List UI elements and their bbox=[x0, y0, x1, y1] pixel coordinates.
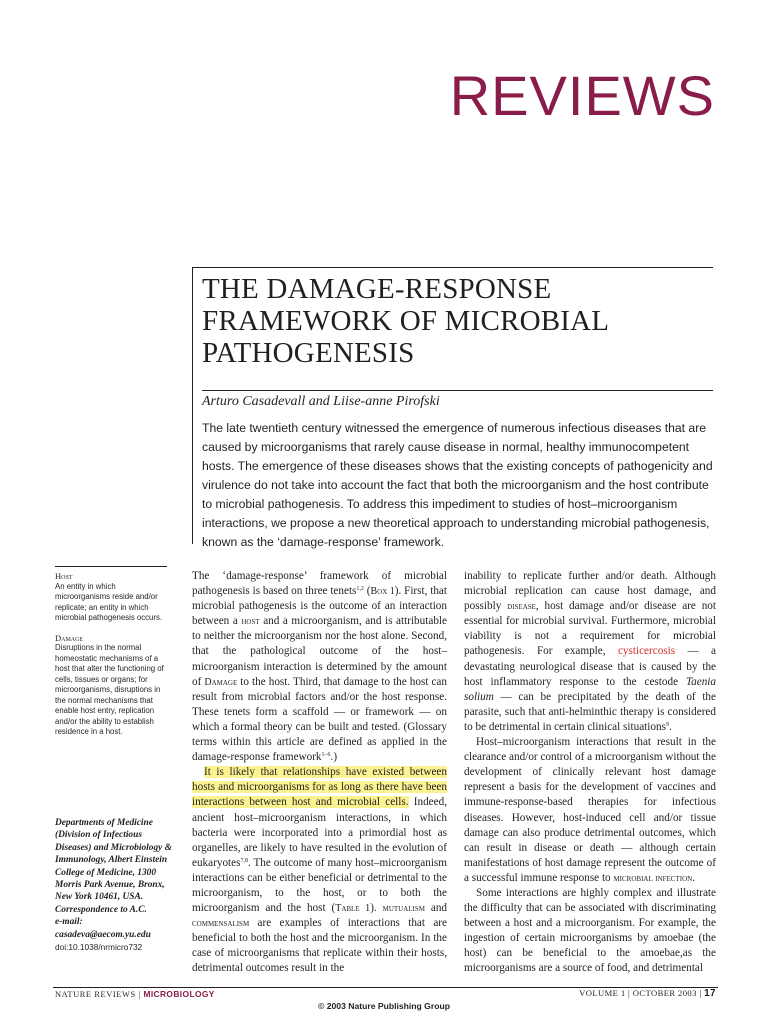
text-run: inability to replicate further and/or death. Although microbial replication can cause host damage, and possibly bbox=[464, 570, 716, 613]
glossary-definition: An entity in which microorganisms reside and/or replicate; an entity in which microbial pathogenesis occurs. bbox=[55, 581, 163, 622]
copyright: © 2003 Nature Publishing Group bbox=[318, 1001, 450, 1011]
glossary-link-host[interactable]: host bbox=[241, 616, 260, 628]
article-abstract: The late twentieth century witnessed the emergence of numerous infectious diseases that are caused by microorganisms that rarely cause disease in normal, healthy immunocompetent hosts. The emergence of these diseases shows that the existing concepts of pathogenicity and virulence do not take into account the fact that both the microorganism and the host contribute to microbial pathogenesis. To address this impediment to studies of host–microorganism interactions, we propose a new theoretical approach to understanding microbial pathogenesis, known as the ‘damage-response’ framework. bbox=[202, 421, 713, 549]
citation[interactable]: 1–6 bbox=[321, 752, 331, 759]
body-column-2 bbox=[464, 569, 716, 977]
footer-separator: | bbox=[138, 990, 141, 999]
text-run: The ‘damage-response’ framework of microbial pathogenesis is based on three tenets bbox=[192, 570, 447, 598]
paragraph: Some interactions are highly complex and illustrate the difficulty that can be associated with discriminating between a host and a microorganism. For example, the ingestion of certain microorganisms by amoebae (the host) can be beneficial to the amoebae,as the microorganisms are a source of food, and detrimental bbox=[464, 886, 716, 975]
journal-footer bbox=[55, 989, 215, 999]
text-run: . The outcome of many host–microorganism interactions can be either beneficial or detrimental to the microorganism, to the host, or to both the microorganism and the host ( bbox=[192, 856, 447, 915]
text-run: . bbox=[668, 720, 672, 733]
glossary-link-microbial-infection[interactable]: microbial infection bbox=[613, 872, 693, 884]
glossary-definition: Disruptions in the normal homeostatic mechanisms of a host that alter the functioning of cells, tissues or organs; for microorganisms, disruptions in the normal mechanisms that enable host entry, replication and/or the ability to establish residence in a host. bbox=[55, 643, 164, 736]
title-side-rule bbox=[192, 267, 193, 544]
paragraph bbox=[464, 569, 716, 735]
text-run: — can be precipitated by the death of the parasite, such that anti-helminthic therapy is considered to be detrimental in certain clinical situations bbox=[464, 690, 716, 733]
journal-name: NATURE REVIEWS bbox=[55, 990, 136, 999]
paragraph bbox=[192, 765, 447, 976]
text-run: . bbox=[692, 871, 695, 884]
text-run: — a devastating neurological disease that is caused by the host inflammatory response to the cestode bbox=[464, 645, 716, 688]
paragraph bbox=[464, 735, 716, 886]
issue-footer bbox=[579, 988, 716, 999]
citation[interactable]: 9 bbox=[665, 721, 669, 728]
author-rule bbox=[202, 390, 713, 391]
doi: doi:10.1038/nrmicro732 bbox=[55, 942, 143, 953]
text-run: Host–microorganism interactions that result in the clearance and/or control of a microorganism without the development of clinically relevant host damage represent a basis for the development of vaccines and immune-response-based therapies for infectious diseases. However, host-induced cell and/or tissue damage can also produce detrimental outcomes, which can result in disease or death — although certain manifestations of host damage represent the outcome of a successful immune response to bbox=[464, 736, 716, 884]
box-reference[interactable]: Box 1 bbox=[370, 586, 395, 598]
glossary-link-commensalism[interactable]: commensalism bbox=[192, 918, 250, 930]
glossary-term: Damage bbox=[55, 632, 84, 643]
citation[interactable]: 1,2 bbox=[356, 586, 364, 593]
glossary-sidebar bbox=[55, 566, 167, 747]
text-run: are examples of interactions that are beneficial to both the host and the microorganism. In the case of microorganisms that replicate within their hosts, detrimental outcomes result in the bbox=[192, 917, 447, 975]
section-label: REVIEWS bbox=[449, 64, 715, 127]
text-run: Indeed, ancient host–microorganism interactions, in which bacteria were incorporated into a primordial host as organelles, are likely to have resulted in the evolution of eukaryotes bbox=[192, 796, 447, 869]
page-number: 17 bbox=[704, 988, 716, 999]
author-affiliation bbox=[55, 817, 180, 954]
text-run: ). bbox=[370, 902, 383, 915]
text-run: .) bbox=[330, 751, 338, 764]
glossary-link-mutualism[interactable]: mutualism bbox=[382, 903, 425, 915]
citation[interactable]: 7,8 bbox=[240, 857, 248, 864]
article-title: THE DAMAGE-RESPONSE FRAMEWORK OF MICROBIAL PATHOGENESIS bbox=[202, 273, 609, 369]
paragraph bbox=[192, 569, 447, 765]
title-top-rule bbox=[192, 267, 713, 268]
glossary-link-disease[interactable]: disease bbox=[507, 601, 536, 613]
text-run: ). First, that microbial pathogenesis is the outcome of an interaction between a bbox=[192, 585, 447, 628]
body-column-1 bbox=[192, 569, 447, 977]
text-run: ( bbox=[363, 585, 371, 598]
glossary-term: Host bbox=[55, 571, 73, 581]
glossary-rule bbox=[55, 566, 167, 567]
text-run: to the host. Third, that damage to the host can result from microbial factors and/or the host response. These tenets form a scaffold — or framework — on which a formal theory can be built and tested. (Glossary terms within this article are defined as applied in the damage-response framework bbox=[192, 675, 447, 764]
glossary-link-damage[interactable]: Damage bbox=[204, 676, 238, 688]
table-reference[interactable]: Table 1 bbox=[335, 903, 371, 915]
affiliation-text: Departments of Medicine (Division of Infectious Diseases) and Microbiology & Immunology, Albert Einstein College of Medicine, 1300 Morris Park Avenue, Bronx, New York 10461, USA. bbox=[55, 818, 172, 903]
issue-info: VOLUME 1 | OCTOBER 2003 | bbox=[579, 988, 702, 998]
text-run: and bbox=[424, 902, 448, 915]
journal-subject: MICROBIOLOGY bbox=[143, 989, 215, 999]
species-name: Taenia solium bbox=[464, 675, 716, 703]
email-link[interactable]: casadeva@aecom.yu.edu bbox=[55, 929, 151, 940]
article-authors: Arturo Casadevall and Liise-anne Pirofski bbox=[202, 394, 440, 409]
text-run: and a microorganism, and is attributable to neither the microorganism nor the host alone. Second, that the pathological outcome of the host–microorganism interaction is determined by the amount of bbox=[192, 615, 447, 688]
text-run: , host damage and/or disease are not essential for microbial survival. Furthermore, microbial viability is not a requirement for microbial pathogenesis. For example, bbox=[464, 600, 716, 658]
highlighted-text: It is likely that relationships have existed between hosts and microorganisms for as long as there have been interactions between host and microbial cells. bbox=[192, 766, 447, 809]
correspondence-label: Correspondence to A.C. bbox=[55, 904, 147, 915]
email-label: e-mail: bbox=[55, 917, 83, 928]
database-link-cysticercosis[interactable]: cysticercosis bbox=[617, 645, 676, 658]
